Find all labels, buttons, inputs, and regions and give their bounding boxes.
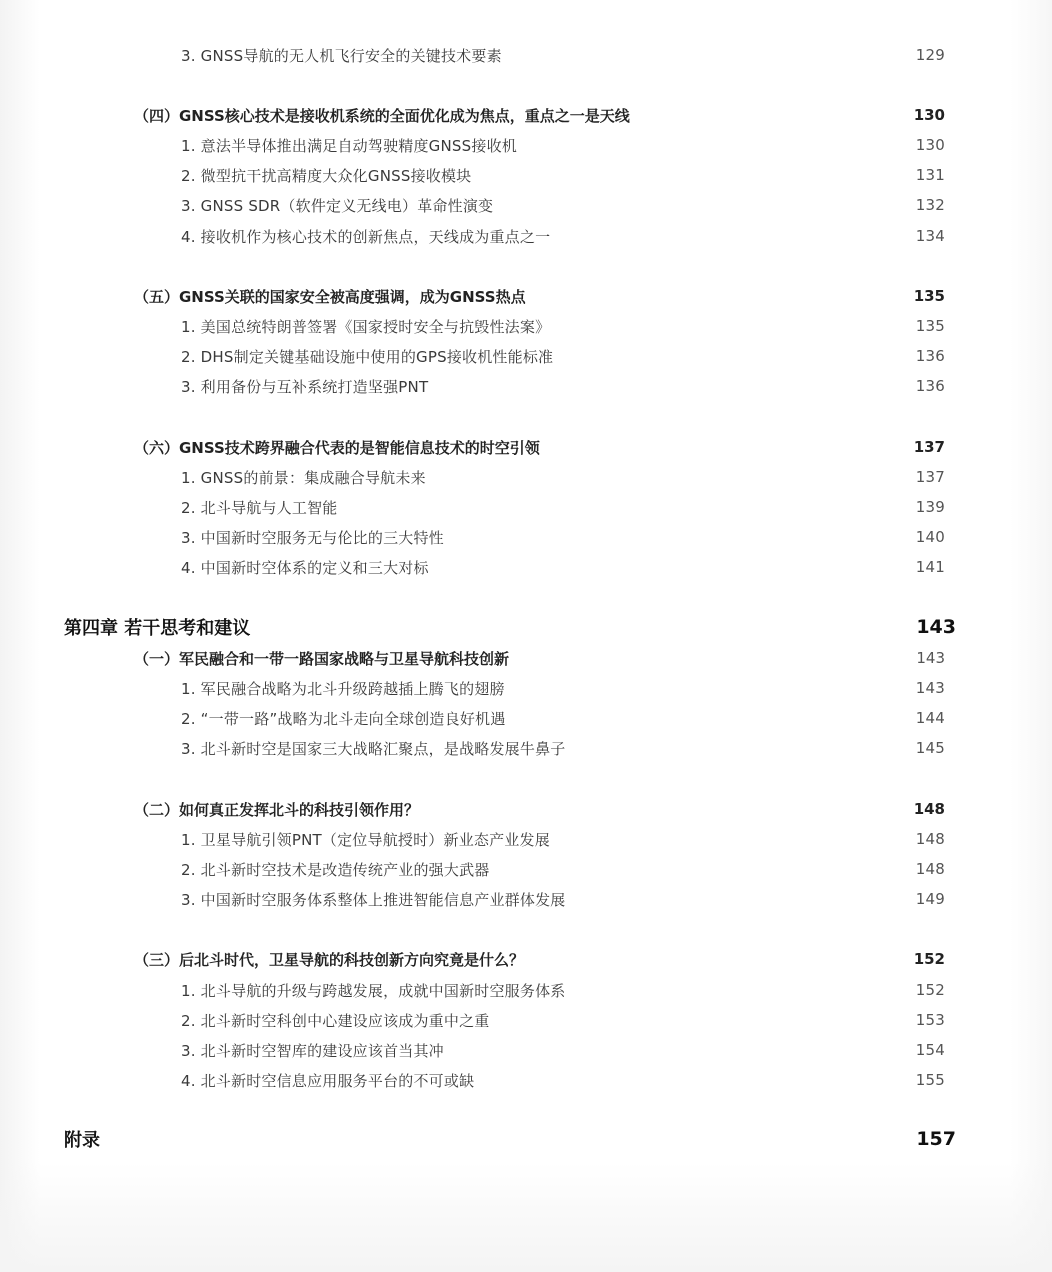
toc-entry-title: 2. DHS制定关键基础设施中使用的GPS接收机性能标准 [181,347,554,366]
toc-entry [181,858,945,880]
page-bottom-shade [0,1162,1052,1272]
toc-entry-page: 134 [915,227,945,245]
toc-entry [181,134,945,156]
toc-entry-page: 154 [915,1041,945,1059]
toc-entry-page: 148 [915,830,945,848]
toc-entry-title: 3. 北斗新时空智库的建设应该首当其冲 [181,1041,444,1060]
toc-entry-title: 2. 北斗新时空技术是改造传统产业的强大武器 [181,860,490,879]
toc-section-page: 152 [913,950,945,968]
toc-section-title: （六）GNSS技术跨界融合代表的是智能信息技术的时空引领 [134,438,540,457]
toc-entry [181,164,945,186]
toc-entry-page: 140 [915,528,945,546]
toc-entry [181,496,945,518]
toc-entry-title: 1. 军民融合战略为北斗升级跨越插上腾飞的翅膀 [181,679,505,698]
toc-section-page: 137 [913,438,945,456]
toc-chapter-page: 143 [916,616,956,638]
toc-entry [181,315,945,337]
toc-section-title: （五）GNSS关联的国家安全被高度强调，成为GNSS热点 [134,287,526,306]
toc-chapter [64,1126,956,1152]
toc-entry [181,1039,945,1061]
toc-entry [181,194,945,216]
toc-entry-title: 3. 中国新时空服务无与伦比的三大特性 [181,528,444,547]
toc-entry-page: 143 [915,679,945,697]
toc-section-page: 135 [913,287,945,305]
toc-entry-title: 1. 北斗导航的升级与跨越发展，成就中国新时空服务体系 [181,981,566,1000]
toc-entry-page: 155 [915,1071,945,1089]
toc-section-title: （三）后北斗时代，卫星导航的科技创新方向究竟是什么？ [134,950,525,969]
toc-entry-title: 4. 接收机作为核心技术的创新焦点，天线成为重点之一 [181,227,551,246]
toc-entry [181,828,945,850]
toc-chapter-title: 第四章 若干思考和建议 [64,618,251,639]
toc-entry-page: 152 [915,981,945,999]
toc-section [134,104,945,126]
toc-entry [181,375,945,397]
toc-entry-title: 3. GNSS SDR（软件定义无线电）革命性演变 [181,196,494,215]
toc-entry-title: 1. 意法半导体推出满足自动驾驶精度GNSS接收机 [181,136,517,155]
toc-entry-title: 2. “一带一路”战略为北斗走向全球创造良好机遇 [181,709,506,728]
toc-section-page: 148 [913,800,945,818]
toc-entry [181,44,945,66]
toc-section-title: （四）GNSS核心技术是接收机系统的全面优化成为焦点，重点之一是天线 [134,106,630,125]
toc-entry-title: 3. 利用备份与互补系统打造坚强PNT [181,377,429,396]
toc-entry-page: 132 [915,196,945,214]
toc-entry-title: 4. 中国新时空体系的定义和三大对标 [181,558,429,577]
toc-chapter-page: 157 [916,1128,956,1150]
toc-entry [181,225,945,247]
toc-section [134,798,945,820]
toc-entry-page: 137 [915,468,945,486]
toc-entry-title: 2. 北斗导航与人工智能 [181,498,338,517]
toc-entry [181,466,945,488]
toc-entry-page: 141 [915,558,945,576]
toc-entry-title: 2. 微型抗干扰高精度大众化GNSS接收模块 [181,166,472,185]
toc-entry-title: 1. GNSS的前景：集成融合导航未来 [181,468,426,487]
toc-entry-page: 136 [915,377,945,395]
toc-section-title: （一）军民融合和一带一路国家战略与卫星导航科技创新 [134,649,510,668]
toc-entry [181,979,945,1001]
toc-entry-title: 3. 北斗新时空是国家三大战略汇聚点，是战略发展牛鼻子 [181,739,566,758]
toc-entry-page: 144 [915,709,945,727]
toc-entry [181,888,945,910]
toc-entry [181,345,945,367]
toc-entry [181,1009,945,1031]
toc-section-page: 143 [916,649,945,667]
toc-entry-page: 145 [915,739,945,757]
toc-entry-page: 153 [915,1011,945,1029]
toc-section [134,285,945,307]
toc-entry [181,1069,945,1091]
toc-entry-page: 139 [915,498,945,516]
toc-entry-title: 1. 卫星导航引领PNT（定位导航授时）新业态产业发展 [181,830,550,849]
toc-entry-page: 136 [915,347,945,365]
toc-entry-page: 148 [915,860,945,878]
toc-entry-title: 1. 美国总统特朗普签署《国家授时安全与抗毁性法案》 [181,317,551,336]
toc-section-page: 130 [913,106,945,124]
toc-entry-title: 4. 北斗新时空信息应用服务平台的不可或缺 [181,1071,475,1090]
toc-entry [181,737,945,759]
toc-entry-page: 135 [915,317,945,335]
toc-entry-page: 129 [915,46,945,64]
toc-entry-page: 130 [915,136,945,154]
toc-entry [181,556,945,578]
toc-entry-page: 131 [915,166,945,184]
toc-entry [181,707,945,729]
toc-section [134,948,945,970]
toc-entry-title: 3. 中国新时空服务体系整体上推进智能信息产业群体发展 [181,890,566,909]
toc-section-title: （二）如何真正发挥北斗的科技引领作用？ [134,800,420,819]
toc-chapter-title: 附录 [64,1130,100,1151]
toc-entry-title: 3. GNSS导航的无人机飞行安全的关键技术要素 [181,46,502,65]
toc-entry-page: 149 [915,890,945,908]
toc-entry [181,526,945,548]
toc-chapter [64,614,956,640]
toc-entry [181,677,945,699]
toc-section [134,436,945,458]
toc-section [134,647,945,669]
toc-entry-title: 2. 北斗新时空科创中心建设应该成为重中之重 [181,1011,490,1030]
